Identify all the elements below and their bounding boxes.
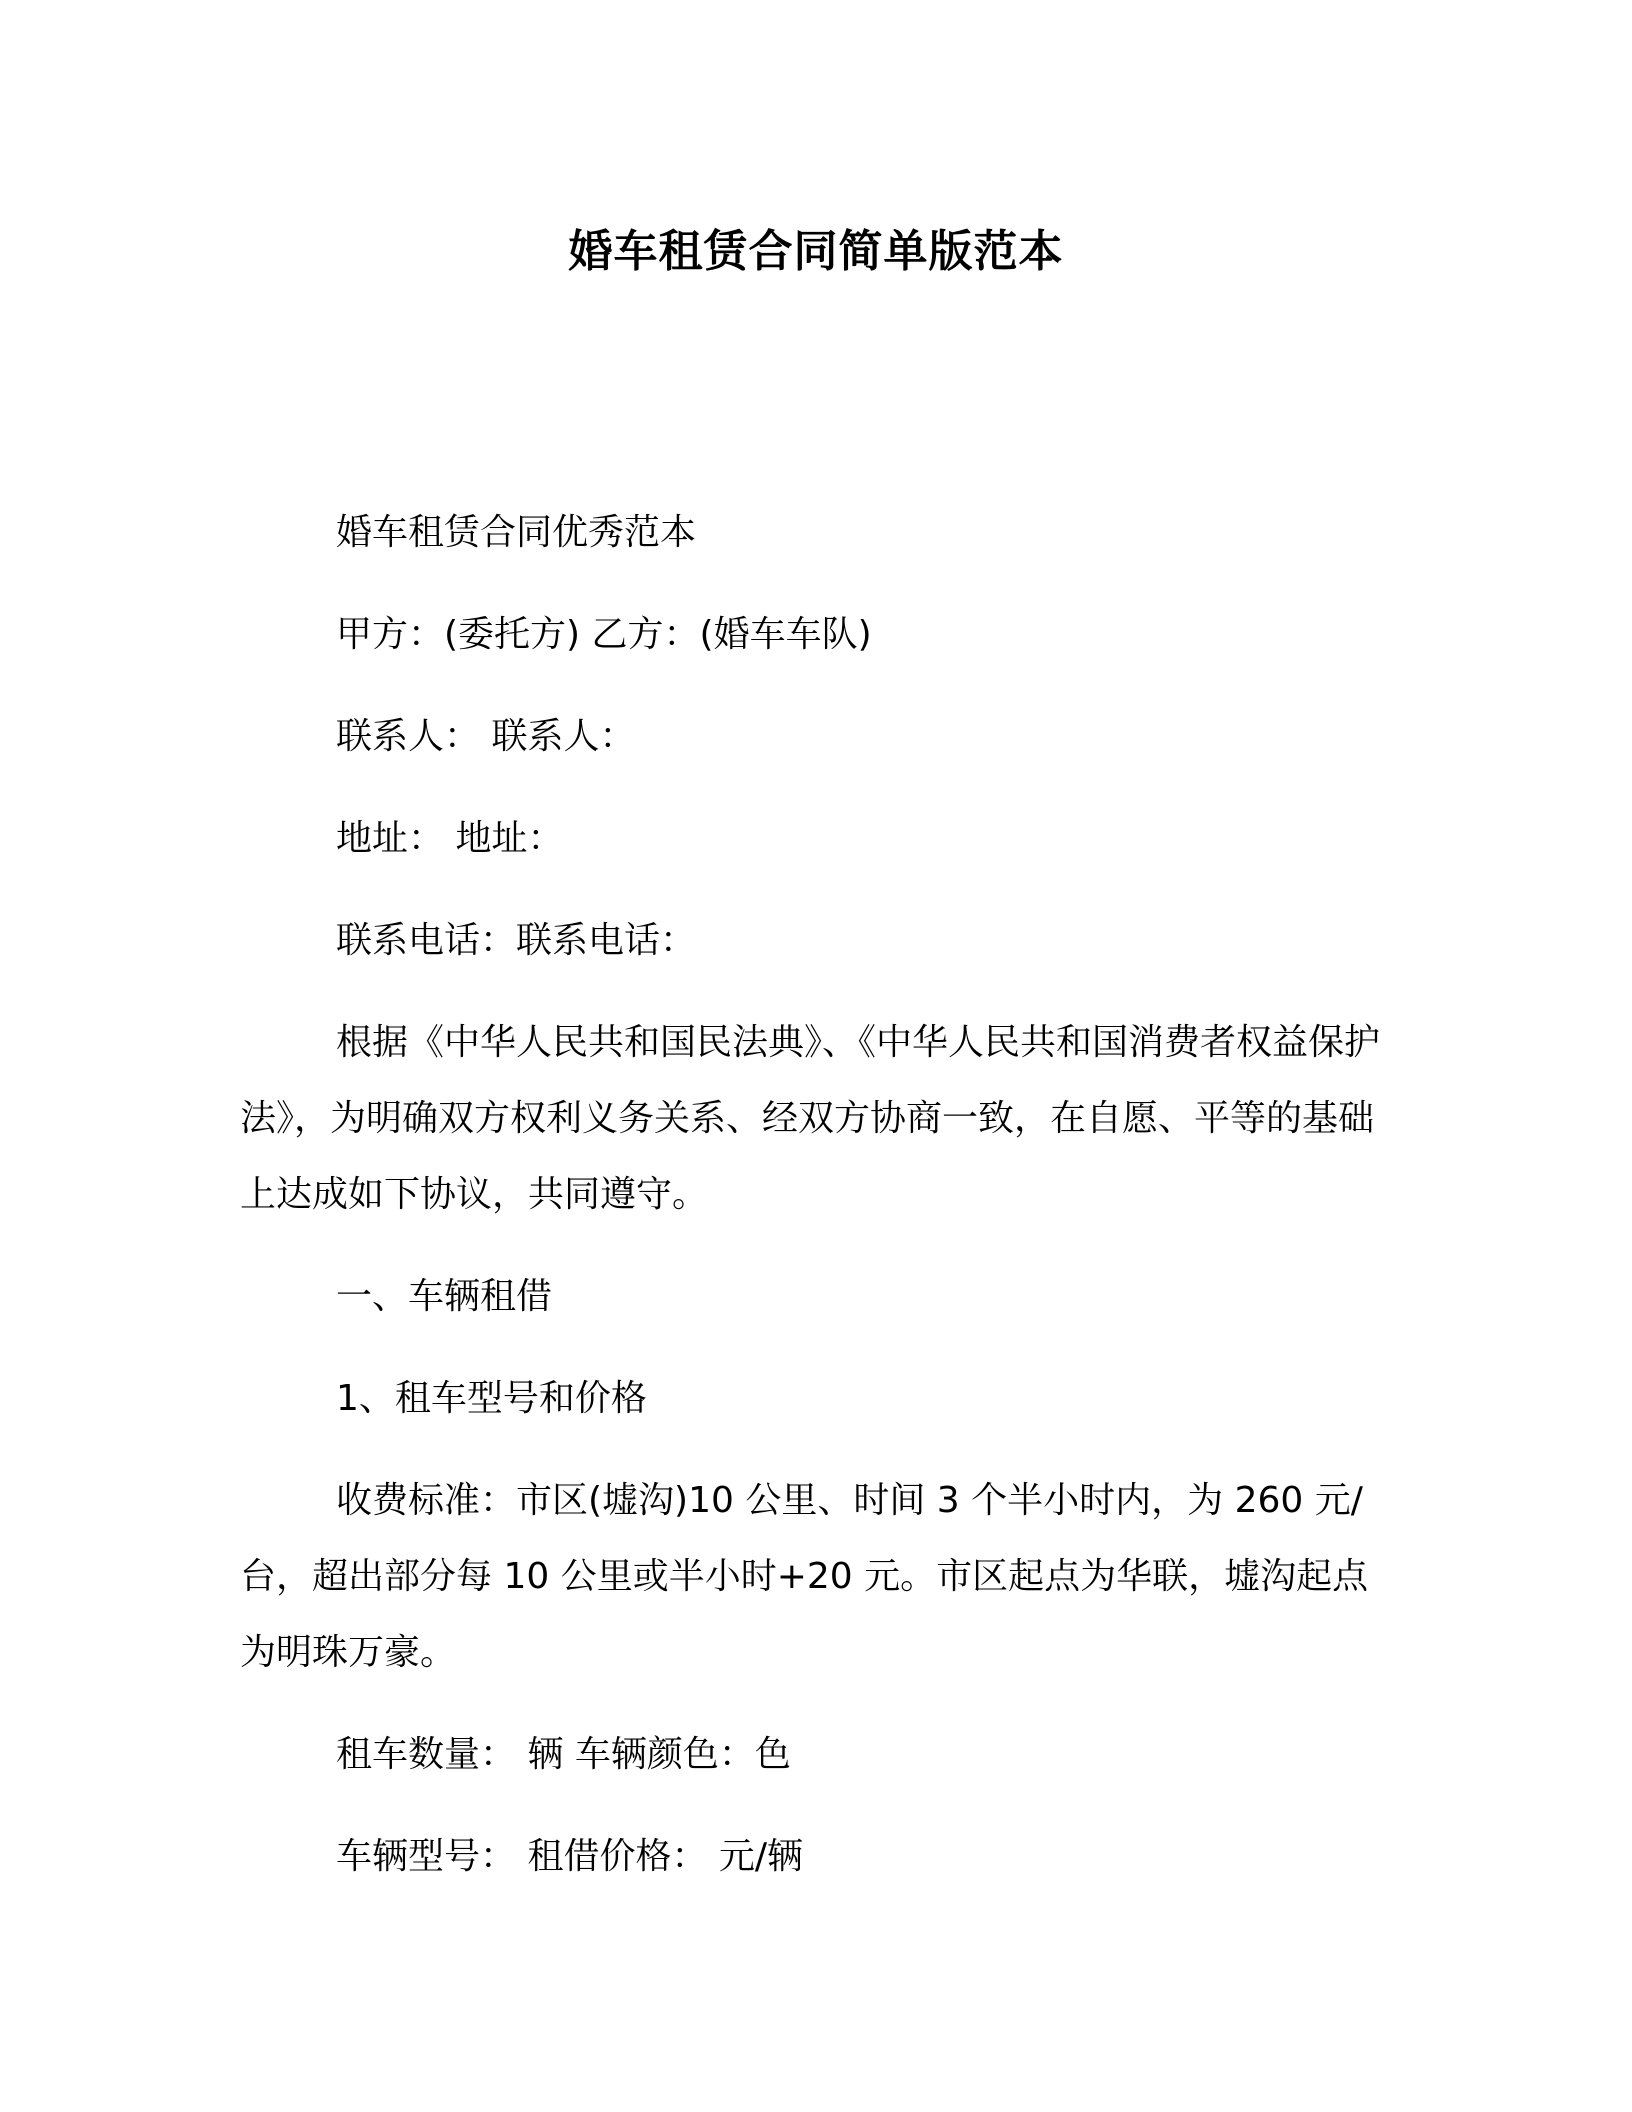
- preamble-paragraph: 根据《中华人民共和国民法典》、《中华人民共和国消费者权益保护法》，为明确双方权利义务关系、经双方协商一致，在自愿、平等的基础上达成如下协议，共同遵守。: [240, 1022, 1381, 1215]
- parties-paragraph: 甲方：(委托方) 乙方：(婚车车队): [336, 614, 872, 655]
- subsection-heading-model-price: 1、租车型号和价格: [336, 1378, 647, 1419]
- contact-person-paragraph: 联系人： 联系人：: [336, 716, 636, 757]
- contact-phone-paragraph: 联系电话：联系电话：: [336, 920, 697, 961]
- document-title: 婚车租赁合同简单版范本: [568, 226, 1064, 277]
- subtitle-paragraph: 婚车租赁合同优秀范本: [336, 512, 697, 553]
- rental-quantity-paragraph: 租车数量： 辆 车辆颜色：色: [336, 1734, 791, 1775]
- section-heading-vehicle-rental: 一、车辆租借: [336, 1276, 553, 1317]
- fee-standard-paragraph: 收费标准：市区(墟沟)10 公里、时间 3 个半小时内，为 260 元/台，超出部分每 10 公里或半小时+20 元。市区起点为华联，墟沟起点为明珠万豪。: [240, 1480, 1369, 1673]
- address-paragraph: 地址： 地址：: [336, 818, 564, 859]
- vehicle-model-paragraph: 车辆型号： 租借价格： 元/辆: [336, 1836, 804, 1877]
